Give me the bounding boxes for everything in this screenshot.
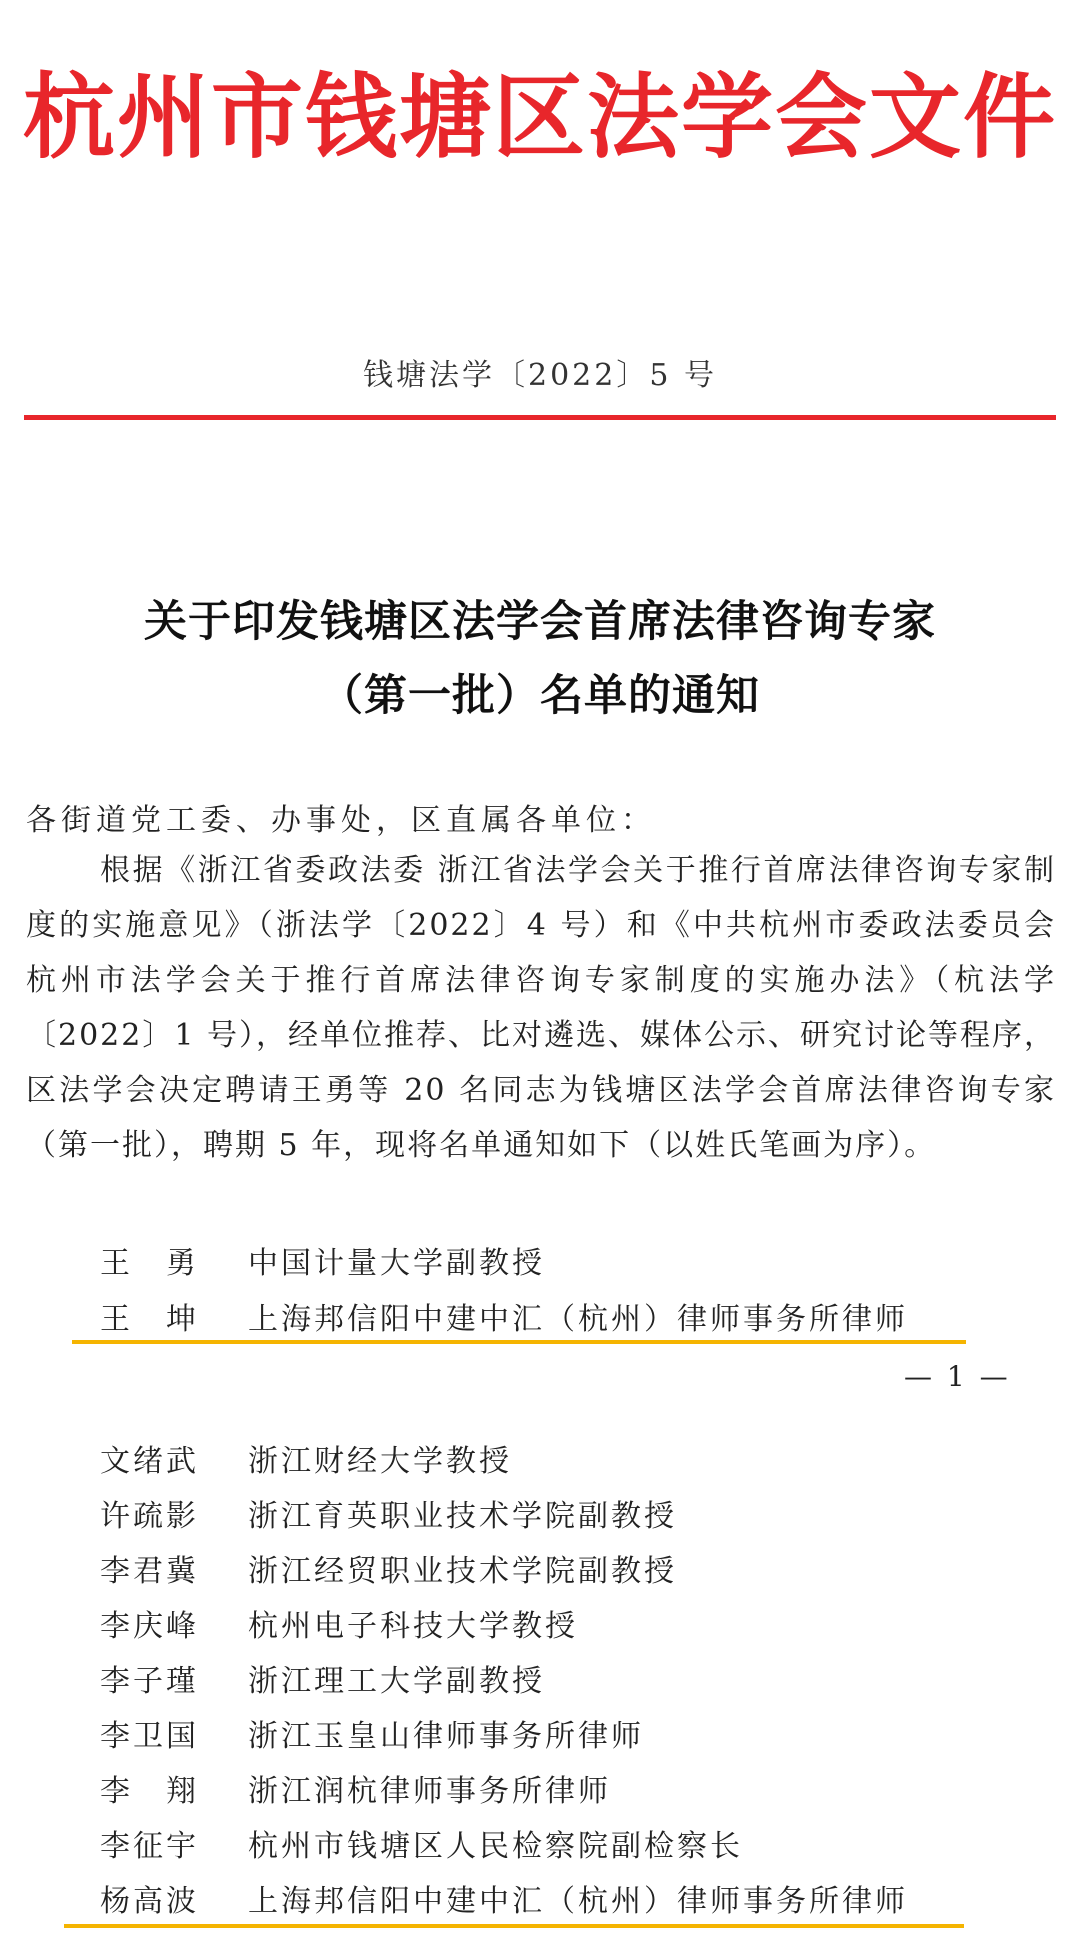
expert-name: 文绪武: [100, 1444, 199, 1479]
expert-name: 李庆峰: [100, 1609, 199, 1644]
expert-org: 浙江润杭律师事务所律师: [248, 1774, 611, 1809]
expert-org: 浙江财经大学教授: [248, 1444, 512, 1479]
expert-name: 李征宇: [100, 1829, 199, 1864]
expert-row: [100, 1491, 677, 1535]
expert-row: [100, 1601, 578, 1645]
expert-org: 杭州电子科技大学教授: [248, 1609, 578, 1644]
expert-name: 李卫国: [100, 1719, 199, 1754]
notice-title-line1: 关于印发钱塘区法学会首席法律咨询专家: [144, 597, 936, 647]
body-paragraph: 根据《浙江省委政法委 浙江省法学会关于推行首席法律咨询专家制度的实施意见》（浙法学〔2022〕4 号）和《中共杭州市委政法委员会 杭州市法学会关于推行首席法律咨询专家制度的实施办法》（杭法学〔2022〕1 号），经单位推荐、比对遴选、媒体公示、研究讨论等程序，区法学会决定聘请王勇等 20 名同志为钱塘区法学会首席法律咨询专家（第一批），聘期 5 年，现将名单通知如下（以姓氏笔画为序）。: [26, 853, 1056, 1163]
expert-name: 王 勇: [100, 1246, 199, 1281]
expert-org: 中国计量大学副教授: [248, 1246, 545, 1281]
expert-row: [100, 1546, 677, 1590]
expert-name: 王 坤: [100, 1302, 199, 1337]
expert-name: 杨高波: [100, 1884, 199, 1919]
notice-title-line2: （第一批）名单的通知: [320, 671, 760, 721]
expert-org: 浙江经贸职业技术学院副教授: [248, 1554, 677, 1589]
expert-row: [100, 1711, 644, 1755]
expert-row: [100, 1436, 512, 1480]
document-header-title: 杭州市钱塘区法学会文件: [22, 63, 1057, 171]
expert-row: [100, 1238, 545, 1282]
expert-org: 上海邦信阳中建中汇（杭州）律师事务所律师: [248, 1302, 908, 1337]
expert-org: 浙江玉皇山律师事务所律师: [248, 1719, 644, 1754]
expert-row: [100, 1766, 611, 1810]
expert-org: 杭州市钱塘区人民检察院副检察长: [248, 1829, 743, 1864]
expert-org: 浙江理工大学副教授: [248, 1664, 545, 1699]
expert-name: 李君冀: [100, 1554, 199, 1589]
red-divider-line: [24, 415, 1056, 420]
expert-row: [100, 1876, 908, 1920]
expert-row: [100, 1821, 743, 1865]
expert-name: 李子瑾: [100, 1664, 199, 1699]
salutation: 各街道党工委、办事处，区直属各单位：: [26, 803, 656, 838]
document-number: 钱塘法学〔2022〕5 号: [363, 358, 717, 393]
highlight-underline: [72, 1340, 966, 1344]
expert-row: [100, 1656, 545, 1700]
highlight-underline: [64, 1924, 964, 1928]
expert-org: 浙江育英职业技术学院副教授: [248, 1499, 677, 1534]
expert-name: 李 翔: [100, 1774, 199, 1809]
expert-row: [100, 1294, 908, 1338]
expert-org: 上海邦信阳中建中汇（杭州）律师事务所律师: [248, 1884, 908, 1919]
page-number: — 1 —: [904, 1360, 1011, 1393]
expert-name: 许疏影: [100, 1499, 199, 1534]
